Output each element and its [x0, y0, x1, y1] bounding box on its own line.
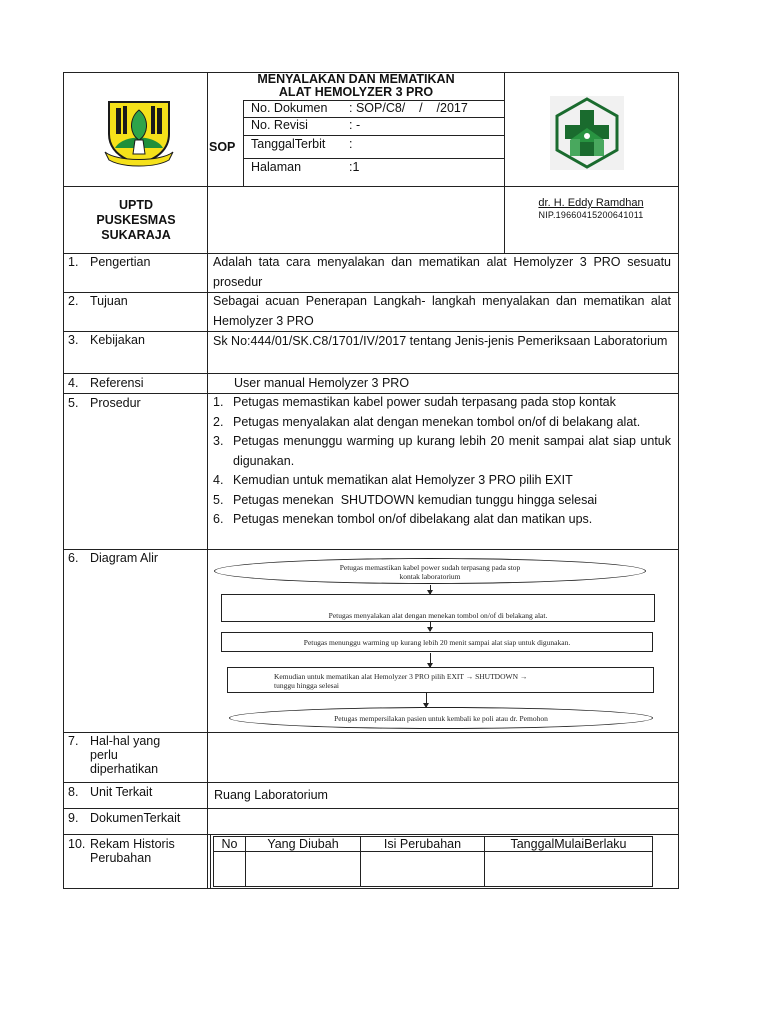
table-cell [485, 852, 653, 887]
meta-value-no-revisi: : - [349, 118, 361, 132]
step-text: Kemudian untuk mematikan alat Hemolyzer 3 PRO pilih EXIT [233, 473, 573, 487]
header-divider [63, 186, 679, 187]
signer-name: dr. H. Eddy Ramdhan [538, 197, 644, 209]
section-content-kebijakan: Sk No:444/01/SK.C8/1701/IV/2017 tentang Jenis-jenis Pemeriksaan Laboratorium [213, 334, 668, 348]
table-header-row [214, 837, 653, 852]
procedure-list [213, 393, 671, 530]
row-divider [63, 549, 679, 550]
row-divider [63, 782, 679, 783]
section-content-unit-terkait: Ruang Laboratorium [214, 788, 328, 802]
section-label: DokumenTerkait [90, 811, 181, 825]
section-label: diperhatikan [90, 762, 159, 776]
puskesmas-logo [550, 96, 624, 170]
flow-start-oval: Petugas memastikan kabel power sudah terpasang pada stop kontak laboratorium [214, 558, 646, 584]
section-label: Hal-hal yang [90, 734, 161, 748]
double-divider [210, 834, 211, 889]
document-title [208, 73, 504, 99]
section-number: 3. [68, 333, 79, 347]
org-line-3: SUKARAJA [101, 228, 171, 242]
section-number: 10. [68, 837, 86, 851]
organization-name [64, 198, 208, 243]
section-label-tujuan [68, 294, 128, 308]
flow-arrow [430, 622, 431, 631]
procedure-step [213, 393, 671, 413]
meta-value-tanggal-terbit: : [349, 137, 353, 151]
section-number: 5. [68, 396, 79, 410]
procedure-step [213, 432, 671, 471]
flow-arrow [430, 585, 431, 594]
flow-arrow [430, 653, 431, 667]
section-label-unit-terkait [68, 785, 152, 799]
column-header-no: No [214, 837, 246, 852]
title-line-1: MENYALAKAN DAN MEMATIKAN [257, 72, 455, 86]
procedure-step [213, 510, 671, 530]
step-text: Petugas menekan SHUTDOWN kemudian tunggu hingga selesai [233, 492, 598, 507]
meta-label-tanggal-terbit: TanggalTerbit [251, 137, 326, 151]
meta-divider [243, 135, 504, 136]
section-content-tujuan: Sebagai acuan Penerapan Langkah- langkah menyalakan dan mematikan alat Hemolyzer 3 PRO [213, 294, 671, 328]
regional-crest-logo [103, 96, 175, 168]
section-label-diagram-alir [68, 551, 158, 565]
revision-history-table [213, 836, 653, 887]
border-bottom [63, 888, 679, 889]
border-left [63, 72, 64, 889]
procedure-step [213, 413, 671, 433]
section-label: Kebijakan [90, 333, 145, 347]
flow-step-box: Kemudian untuk mematikan alat Hemolyzer 3 PRO pilih EXIT → SHUTDOWN → tunggu hingga selesai [227, 667, 654, 693]
table-cell [361, 852, 485, 887]
section-label: Unit Terkait [90, 785, 153, 799]
section-label-prosedur [68, 396, 141, 410]
column-header-tanggal: TanggalMulaiBerlaku [485, 837, 653, 852]
flow-arrow [426, 693, 427, 707]
meta-label-no-dokumen: No. Dokumen [251, 101, 328, 115]
section-number: 8. [68, 785, 79, 799]
flow-end-oval: Petugas mempersilakan pasien untuk kembali ke poli atau dr. Pemohon [229, 707, 653, 729]
step-text: Petugas menunggu warming up kurang lebih 20 menit sampai alat siap untuk digunakan. [233, 434, 671, 468]
logo-divider [504, 72, 505, 253]
column-divider [207, 72, 208, 889]
sop-divider [243, 100, 244, 186]
row-divider [63, 373, 679, 374]
section-number: 1. [68, 255, 79, 269]
section-number: 9. [68, 811, 79, 825]
section-label-kebijakan [68, 333, 145, 347]
section-number: 7. [68, 734, 79, 748]
procedure-step [213, 471, 671, 491]
table-cell [214, 852, 246, 887]
section-label-pengertian [68, 255, 150, 269]
step-number: 3. [213, 434, 224, 448]
org-line-1: UPTD [118, 198, 154, 212]
section-number: 2. [68, 294, 79, 308]
procedure-step [213, 491, 671, 511]
section-label-rekam-historis [68, 837, 175, 865]
section-label-hal-hal [68, 734, 160, 776]
section-number: 4. [68, 376, 79, 390]
row-divider [63, 808, 679, 809]
column-header-yang-diubah: Yang Diubah [246, 837, 361, 852]
section-label-dokumen-terkait [68, 811, 180, 825]
section-number: 6. [68, 551, 79, 565]
section-label: Prosedur [90, 396, 141, 410]
flow-step-box: Petugas menunggu warming up kurang lebih 20 menit sampai alat siap untuk digunakan. [221, 632, 653, 652]
section-content-pengertian: Adalah tata cara menyalakan dan mematikan alat Hemolyzer 3 PRO sesuatu prosedur [213, 255, 671, 289]
step-number: 6. [213, 512, 224, 526]
org-line-2: PUSKESMAS [96, 213, 176, 227]
step-text: Petugas menyalakan alat dengan menekan tombol on/of di belakang alat. [233, 414, 641, 429]
meta-label-halaman: Halaman [251, 160, 302, 174]
sop-label: SOP [209, 140, 236, 154]
meta-value-no-dokumen: : SOP/C8/ / /2017 [349, 101, 468, 115]
step-text: Petugas memastikan kabel power sudah terpasang pada stop kontak [233, 395, 616, 409]
step-number: 1. [213, 395, 224, 409]
meta-value-halaman: :1 [349, 160, 360, 174]
section-label: perlu [90, 748, 118, 762]
section-label: Rekam Historis [90, 837, 175, 851]
border-right [678, 72, 679, 889]
row-divider [63, 732, 679, 733]
section-label: Pengertian [90, 255, 151, 269]
step-number: 4. [213, 473, 224, 487]
section-content-referensi: User manual Hemolyzer 3 PRO [234, 376, 410, 390]
table-row [214, 852, 653, 887]
meta-label-no-revisi: No. Revisi [251, 118, 308, 132]
step-number: 2. [213, 414, 224, 429]
title-line-2: ALAT HEMOLYZER 3 PRO [278, 85, 434, 99]
section-label: Referensi [90, 376, 144, 390]
flow-step-box: Petugas menyalakan alat dengan menekan tombol on/of di belakang alat. [221, 594, 655, 622]
column-header-isi-perubahan: Isi Perubahan [361, 837, 485, 852]
row-divider [63, 834, 679, 835]
section-label: Perubahan [90, 851, 152, 865]
step-text: Petugas menekan tombol on/of dibelakang alat dan matikan ups. [233, 512, 593, 526]
signer-nip: NIP.19660415200641011 [538, 210, 644, 220]
table-cell [246, 852, 361, 887]
section-label: Diagram Alir [90, 551, 159, 565]
meta-divider [243, 158, 504, 159]
section-label: Tujuan [90, 294, 128, 308]
step-number: 5. [213, 492, 224, 507]
section-label-referensi [68, 376, 144, 390]
